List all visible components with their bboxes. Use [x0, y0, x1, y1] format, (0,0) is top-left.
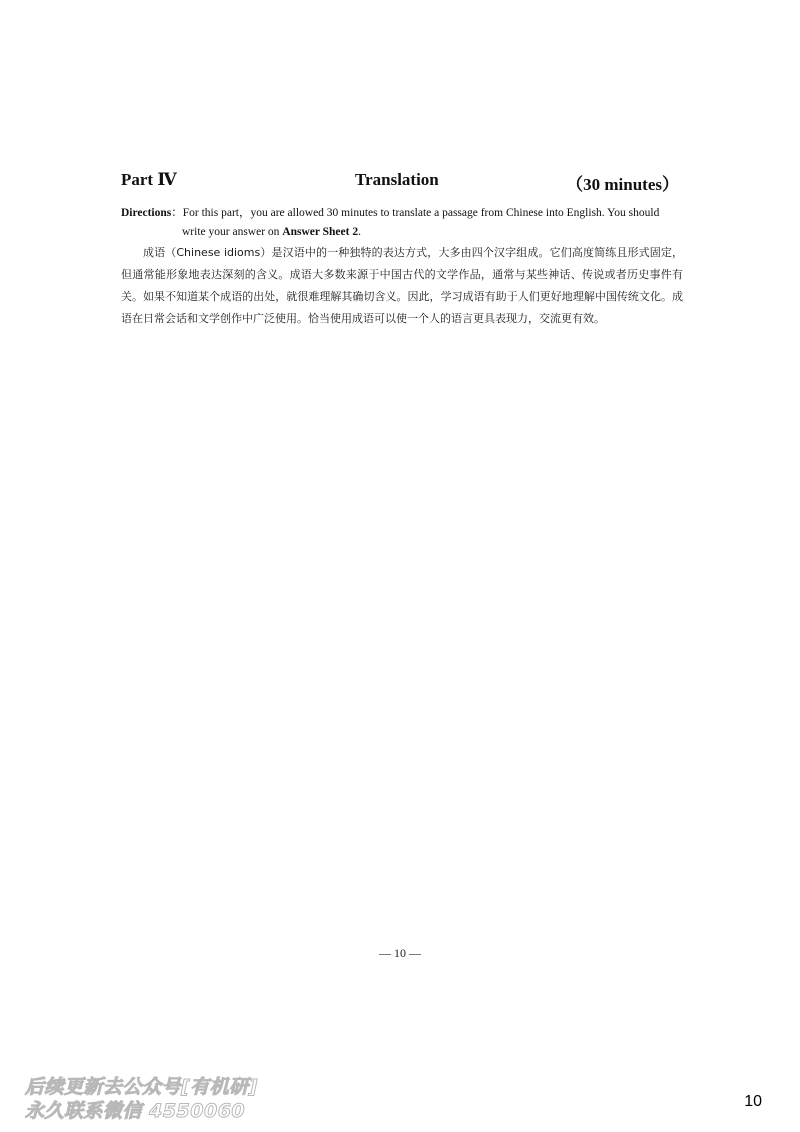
watermark-line-1: 后续更新去公众号[有机研] — [25, 1076, 258, 1098]
directions-label: Directions — [121, 207, 172, 219]
part-label: Part Ⅳ — [121, 170, 177, 189]
directions-text: For this part，you are allowed 30 minutes to translate a passage from Chinese into English. You should — [182, 207, 660, 219]
watermark — [25, 1075, 258, 1123]
directions-line-2 — [121, 223, 681, 242]
page-number: — 10 — — [379, 946, 421, 960]
directions-separator: ： — [171, 207, 183, 219]
translation-passage: 成语（Chinese idioms）是汉语中的一种独特的表达方式，大多由四个汉字组成。它们高度简练且形式固定，但通常能形象地表达深刻的含义。成语大多数来源于中国古代的文学作品，通常与某些神话、传说或者历史事件有关。如果不知道某个成语的出处，就很难理解其确切含义。因此，学习成语有助于人们更好地理解中国传统文化。成语在日常会话和文学创作中广泛使用。恰当使用成语可以使一个人的语言更具表现力，交流更有效。 — [121, 246, 683, 325]
watermark-line-2: 永久联系微信 4550060 — [25, 1100, 246, 1122]
section-title: Translation — [355, 170, 439, 189]
section-header — [121, 168, 679, 194]
directions — [121, 204, 681, 242]
corner-page-number: 10 — [744, 1093, 762, 1110]
directions-line2-prefix: write your answer on — [182, 226, 283, 238]
time-allotment: （30 minutes） — [566, 175, 679, 194]
directions-line2-suffix: . — [358, 226, 361, 238]
answer-sheet-label: Answer Sheet 2 — [282, 226, 359, 238]
